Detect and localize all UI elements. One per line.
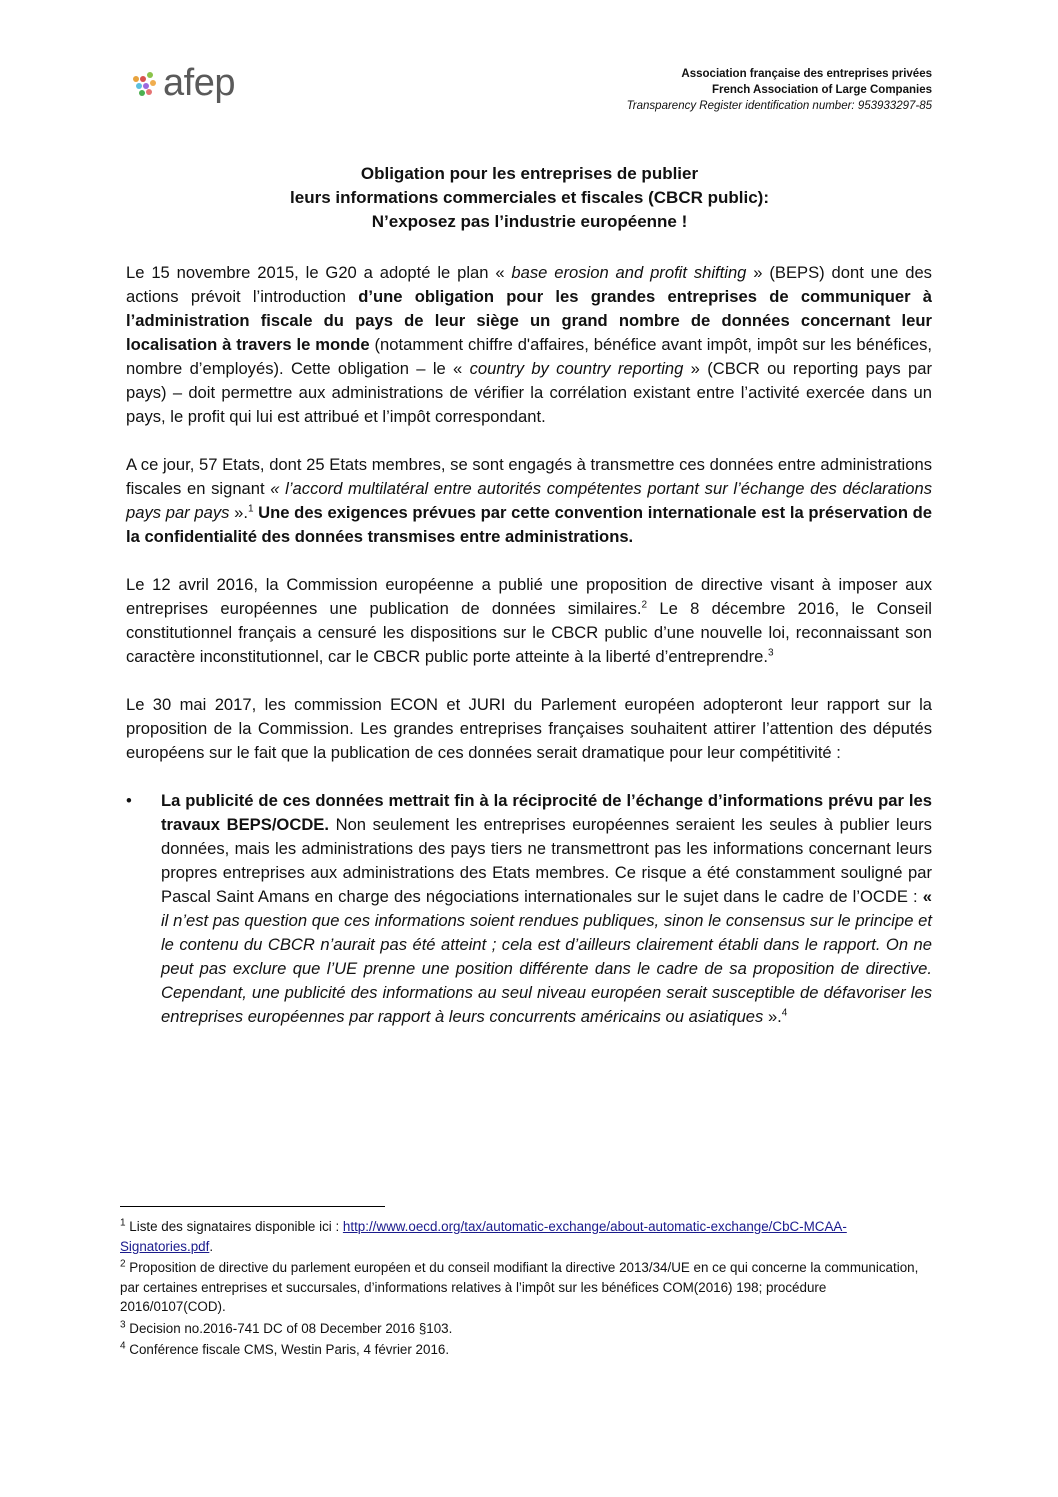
- footnote-2: $^2$ Proposition de directive du parlement européen et du conseil modifiant la directive 2013/34/UE en ce qui concerne la communication, par certaines entreprises et succursales, d’informations relatives à l’impôt sur les bénéfices COM(2016) 198; procédure 2016/0107(COD).: [120, 1258, 919, 1314]
- footnote-ref-4[interactable]: 4: [781, 1007, 788, 1019]
- footnote-ref-2[interactable]: 2: [641, 599, 648, 611]
- footnote-ref-1[interactable]: 1: [247, 503, 254, 515]
- footnote-1: $^1$ Liste des signataires disponible ici : http://www.oecd.org/tax/automatic-exchange/about-automatic-exchange/CbC-MCAA-Signatories.pdf.: [120, 1217, 847, 1254]
- bullet-item-reciprocity: • La publicité de ces données mettrait fin à la réciprocité de l’échange d’informations prévu par les travaux BEPS/OCDE. Non seulement les entreprises européennes seraient les seules à publier leurs données, mais les administrations des pays tiers ne transmettront pas les informations concernant leurs propres entreprises aux administrations des Etats membres. Ce risque a été constamment souligné par Pascal Saint Amans en charge des négociations internationales sur le sujet dans le cadre de l’OCDE : « il n’est pas question que ces informations soient rendues publiques, sinon le consensus sur le principe et le contenu du CBCR n’aurait pas été atteint ; cela est d’ailleurs clairement établi dans le rapport. On ne peut pas exclure que l’UE prenne une position différente dans le cadre de sa proposition de directive. Cependant, une publicité des informations au seul niveau européen serait susceptible de défavoriser les entreprises européennes par rapport à leurs concurrents américains ou asiatiques ».$^4$: [126, 791, 932, 1026]
- paragraph-states: A ce jour, 57 Etats, dont 25 Etats membres, se sont engagés à transmettre ces données entre administrations fiscales en signant « l’accord multilatéral entre autorités compétentes portant sur l’échange des déclarations pays par pays ».$^1$ Une des exigences prévues par cette convention internationale est la préservation de la confidentialité des données transmises entre administrations.: [126, 455, 932, 546]
- footnote-4: $^4$ Conférence fiscale CMS, Westin Paris, 4 février 2016.: [120, 1340, 450, 1357]
- document-title: [133, 162, 926, 234]
- footnotes: [120, 1217, 932, 1362]
- paragraph-commission: Le 12 avril 2016, la Commission européenne a publié une proposition de directive visant à imposer aux entreprises européennes une publication de données similaires.$^2$ Le 8 décembre 2016, le Conseil constitutionnel français a censuré les dispositions sur le CBCR public d’une nouvelle loi, reconnaissant son caractère inconstitutionnel, car le CBCR public porte atteinte à la liberté d’entreprendre.$^3$: [126, 575, 932, 666]
- title-line-3: N’exposez pas l’industrie européenne !: [371, 212, 688, 231]
- bullet-dot-icon: •: [126, 791, 132, 810]
- logo-text: afep: [163, 62, 235, 104]
- header-org-info: [627, 66, 932, 114]
- org-name-fr: Association française des entreprises privées: [681, 68, 932, 80]
- title-line-2: leurs informations commerciales et fiscales (CBCR public):: [290, 188, 769, 207]
- document-body: [126, 261, 932, 1053]
- paragraph-parliament: Le 30 mai 2017, les commission ECON et JURI du Parlement européen adopteront leur rapport sur la proposition de la Commission. Les grandes entreprises françaises souhaitent attirer l’attention des députés européens sur le fait que la publication de ces données serait dramatique pour leur compétitivité :: [126, 695, 932, 762]
- org-name-en: French Association of Large Companies: [711, 84, 932, 96]
- afep-logo: [133, 63, 235, 103]
- title-line-1: Obligation pour les entreprises de publier: [360, 164, 699, 183]
- signatories-link[interactable]: http://www.oecd.org/tax/automatic-exchange/about-automatic-exchange/CbC-MCAA-Signatories.pdf: [120, 1219, 847, 1254]
- transparency-register: Transparency Register identification number: 953933297-85: [626, 100, 932, 112]
- footnote-3: $^3$ Decision no.2016-741 DC of 08 December 2016 §103.: [120, 1319, 453, 1336]
- footnote-ref-3[interactable]: 3: [767, 647, 774, 659]
- paragraph-beps: Le 15 novembre 2015, le G20 a adopté le plan « base erosion and profit shifting » (BEPS) dont une des actions prévoit l’introduction d’une obligation pour les grandes entreprises de communiquer à l’administration fiscale du pays de leur siège un grand nombre de données concernant leur localisation à travers le monde (notamment chiffre d'affaires, bénéfice avant impôt, impôt sur les bénéfices, nombre d’employés). Cette obligation – le « country by country reporting » (CBCR ou reporting pays par pays) – doit permettre aux administrations de vérifier la corrélation existant entre l’activité exercée dans un pays, le profit qui lui est attribué et l’impôt correspondant.: [126, 263, 933, 426]
- logo-dots-icon: [133, 72, 159, 98]
- footnote-divider: [120, 1206, 385, 1207]
